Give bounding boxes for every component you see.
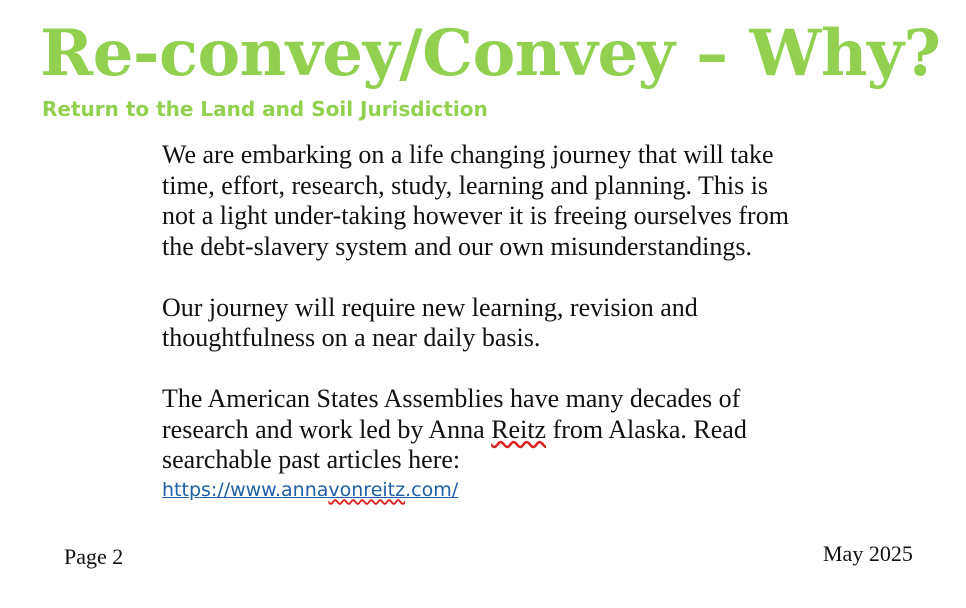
paragraph-intro: We are embarking on a life changing journey that will take time, effort, research, study, learning and planning. This is not a light under-taking however it is freeing ourselves from the debt-slavery system and our own misunderstandings. (162, 140, 789, 261)
slide-subtitle: Return to the Land and Soil Jurisdiction (42, 97, 488, 121)
paragraph-assemblies-text-start: The American States Assemblies have many decades of research and work led by Anna (162, 384, 741, 444)
link-prefix: https://www.anna (162, 478, 329, 501)
link-suffix: .com/ (405, 478, 459, 501)
slide-title: Re-convey/Convey – Why? (40, 16, 941, 91)
link-misspelled-part: vonreitz (328, 478, 406, 501)
body-text (162, 140, 802, 504)
misspelled-name: Reitz (491, 414, 547, 444)
page-number: Page 2 (64, 544, 124, 569)
annavonreitz-link[interactable] (162, 476, 802, 504)
footer-date: May 2025 (823, 541, 913, 566)
paragraph-journey: Our journey will require new learning, revision and thoughtfulness on a near daily basis. (162, 292, 698, 352)
paragraph-assemblies (162, 384, 802, 476)
paragraph-assemblies-text-end: from Alaska. Read searchable past articles here: (162, 414, 747, 474)
